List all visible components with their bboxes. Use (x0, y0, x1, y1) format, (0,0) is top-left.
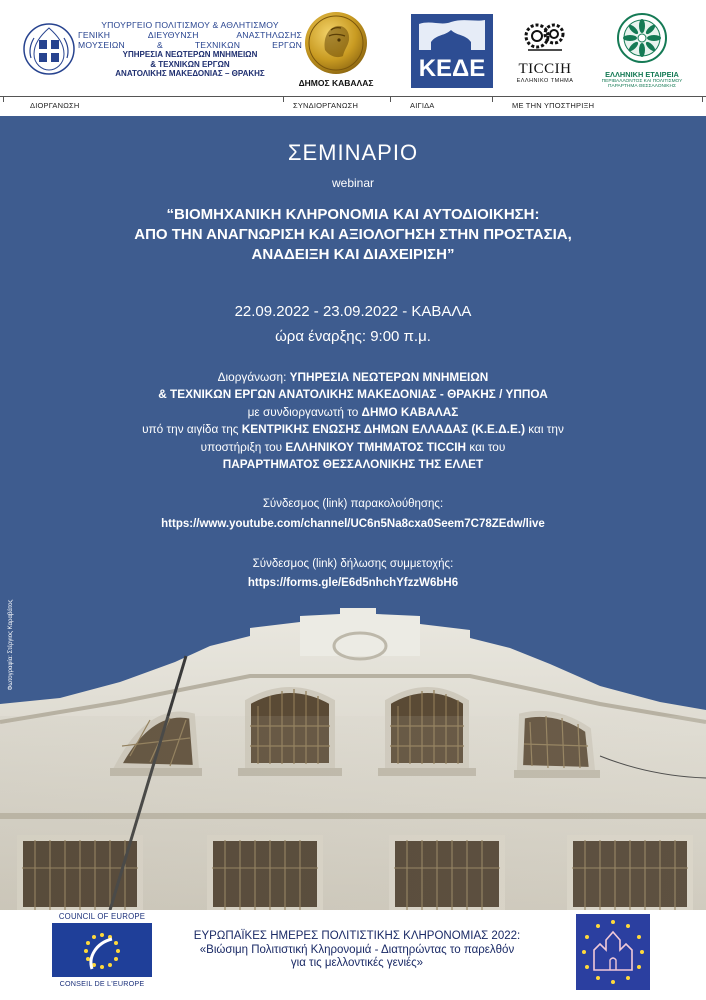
ticcih-name: TICCIH (518, 61, 572, 77)
ellet-logo (596, 12, 688, 92)
org-line-5 (50, 439, 656, 456)
org-name: & ΤΕΧΝΙΚΩΝ ΕΡΓΩΝ ΑΝΑΤΟΛΙΚΗΣ ΜΑΚΕΔΟΝΙΑΣ - ΘΡΑΚΗΣ / ΥΠΠΟΑ (158, 387, 548, 402)
org-line-1 (50, 369, 656, 386)
role-co-organization: ΣΥΝΔΙΟΡΓΑΝΩΣΗ (293, 101, 359, 110)
ellet-subtitle-2: ΠΑΡΑΡΤΗΜΑ ΘΕΣΣΑΛΟΝΙΚΗΣ (608, 84, 676, 90)
coe-bottom-text: CONSEIL DE L'EUROPE (59, 979, 145, 988)
ticcih-subtitle: ΕΛΛΗΝΙΚΟ ΤΜΗΜΑ (516, 78, 574, 84)
watch-link[interactable]: https://www.youtube.com/channel/UC6n5Na8cxa0Seem7C78ZEdw/live (161, 518, 545, 530)
ministry-line-6: ΑΝΑΤΟΛΙΚΗΣ ΜΑΚΕΔΟΝΙΑΣ – ΘΡΑΚΗΣ (115, 69, 265, 78)
coe-top-text: COUNCIL OF EUROPE (58, 912, 146, 921)
org-line-3 (50, 404, 656, 421)
ancient-coin-icon (303, 10, 369, 76)
footer (0, 910, 706, 1000)
ministry-line-4: ΥΠΗΡΕΣΙΑ ΝΕΩΤΕΡΩΝ ΜΝΗΜΕΙΩΝ (122, 50, 258, 59)
org-text: και του (466, 439, 506, 454)
org-text: και την (525, 422, 564, 437)
photo-credit-text: Φωτογραφία: Στέργιος Καραβάτος (8, 599, 14, 691)
org-name: ΥΠΗΡΕΣΙΑ ΝΕΩΤΕΡΩΝ ΜΝΗΜΕΙΩΝ (289, 370, 489, 384)
start-time: ώρα έναρξης: 9:00 π.μ. (275, 328, 431, 345)
org-text: με συνδιοργανωτή το (247, 404, 362, 419)
org-line-4 (50, 421, 656, 438)
organization-paragraph (50, 369, 656, 473)
council-of-europe-logo (52, 912, 152, 994)
role-divider (283, 97, 284, 102)
role-organization: ΔΙΟΡΓΑΝΩΣΗ (30, 101, 80, 110)
role-divider (702, 97, 703, 102)
ministry-line-3: ΜΟΥΣΕΙΩΝ & ΤΕΧΝΙΚΩΝ ΕΡΓΩΝ (78, 40, 302, 50)
org-name: ΚΕΝΤΡΙΚΗΣ ΕΝΩΣΗΣ ΔΗΜΩΝ ΕΛΛΑΔΑΣ (Κ.Ε.Δ.Ε.) (241, 422, 526, 437)
ticcih-logo (510, 18, 580, 88)
seminar-title-line-1: “ΒΙΟΜΗΧΑΝΙΚΗ ΚΛΗΡΟΝΟΜΙΑ ΚΑΙ ΑΥΤΟΔΙΟΙΚΗΣΗ: (166, 206, 540, 223)
watch-link-label: Σύνδεσμος (link) παρακολούθησης: (262, 498, 444, 510)
ministry-line-5: & ΤΕΧΝΙΚΩΝ ΕΡΓΩΝ (150, 59, 230, 69)
register-link[interactable]: https://forms.gle/E6d5nhchYfzzW6bH6 (247, 577, 459, 589)
org-text: υποστήριξη του (200, 439, 286, 454)
seminar-title-line-2: ΑΠΟ ΤΗΝ ΑΝΑΓΝΩΡΙΣΗ ΚΑΙ ΑΞΙΟΛΟΓΗΣΗ ΣΤΗΝ ΠΡΟΣΤΑΣΙΑ, (134, 226, 572, 243)
org-line-2 (50, 386, 656, 403)
council-of-europe-flag-icon (52, 923, 152, 977)
seminar-title (40, 205, 666, 265)
seminar-heading: ΣΕΜΙΝΑΡΙΟ (287, 140, 419, 165)
org-text: υπό την αιγίδα της (142, 422, 242, 437)
org-name: ΔΗΜΟ ΚΑΒΑΛΑΣ (361, 404, 459, 419)
ellet-emblem-icon (616, 12, 668, 64)
role-divider (492, 97, 493, 102)
ministry-line-1: ΥΠΟΥΡΓΕΙΟ ΠΟΛΙΤΙΣΜΟΥ & ΑΘΛΗΤΙΣΜΟΥ (101, 20, 279, 30)
org-text: Διοργάνωση: (217, 370, 290, 384)
heritage-days-line-1: ΕΥΡΩΠΑΪΚΕΣ ΗΜΕΡΕΣ ΠΟΛΙΤΙΣΤΙΚΗΣ ΚΛΗΡΟΝΟΜΙΑΣ 2022: (193, 930, 521, 942)
heritage-days-line-2: «Βιώσιμη Πολιτιστική Κληρονομιά - Διατηρώντας το παρελθόν (199, 943, 515, 956)
role-divider (390, 97, 391, 102)
greek-crest-icon (22, 22, 76, 76)
register-link-label: Σύνδεσμος (link) δήλωσης συμμετοχής: (252, 558, 454, 570)
poster-area (0, 116, 706, 910)
role-support: ΜΕ ΤΗΝ ΥΠΟΣΤΗΡΙΞΗ (512, 101, 595, 110)
event-dates: 22.09.2022 - 23.09.2022 - ΚΑΒΑΛΑ (234, 303, 472, 320)
header-logos (0, 0, 706, 96)
ellet-subtitle-1: ΠΕΡΙΒΑΛΛΟΝΤΟΣ ΚΑΙ ΠΟΛΙΤΙΣΜΟΥ (601, 79, 683, 84)
kavala-caption: ΔΗΜΟΣ ΚΑΒΑΛΑΣ (298, 78, 374, 88)
kede-logo (411, 14, 493, 88)
ministry-text (78, 20, 302, 79)
org-name: ΕΛΛΗΝΙΚΟΥ ΤΜΗΜΑΤΟΣ TICCIH (285, 439, 467, 454)
heritage-days-text (152, 930, 562, 971)
ministry-line-2: ΓΕΝΙΚΗ ΔΙΕΥΘΥΝΣΗ ΑΝΑΣΤΗΛΩΣΗΣ (78, 30, 302, 40)
kavala-municipality-logo (290, 10, 382, 90)
european-heritage-days-logo (576, 914, 650, 990)
webinar-label: webinar (331, 176, 375, 190)
photo-credit (4, 582, 14, 712)
roles-strip (0, 96, 706, 116)
heritage-days-line-3: για τις μελλοντικές γενιές» (290, 957, 424, 969)
role-divider (3, 97, 4, 102)
ministry-logo (22, 20, 302, 84)
kede-text: ΚΕΔΕ (418, 55, 486, 82)
seminar-title-line-3: ΑΝΑΔΕΙΞΗ ΚΑΙ ΔΙΑΧΕΙΡΙΣΗ” (251, 246, 455, 263)
org-name: ΠΑΡΑΡΤΗΜΑΤΟΣ ΘΕΣΣΑΛΟΝΙΚΗΣ ΤΗΣ ΕΛΛΕΤ (222, 457, 484, 472)
ticcih-gears-icon (522, 18, 568, 54)
role-auspices: ΑΙΓΙΔΑ (410, 101, 435, 110)
ellet-name: ΕΛΛΗΝΙΚΗ ΕΤΑΙΡΕΙΑ (605, 70, 679, 79)
org-line-6 (50, 456, 656, 473)
